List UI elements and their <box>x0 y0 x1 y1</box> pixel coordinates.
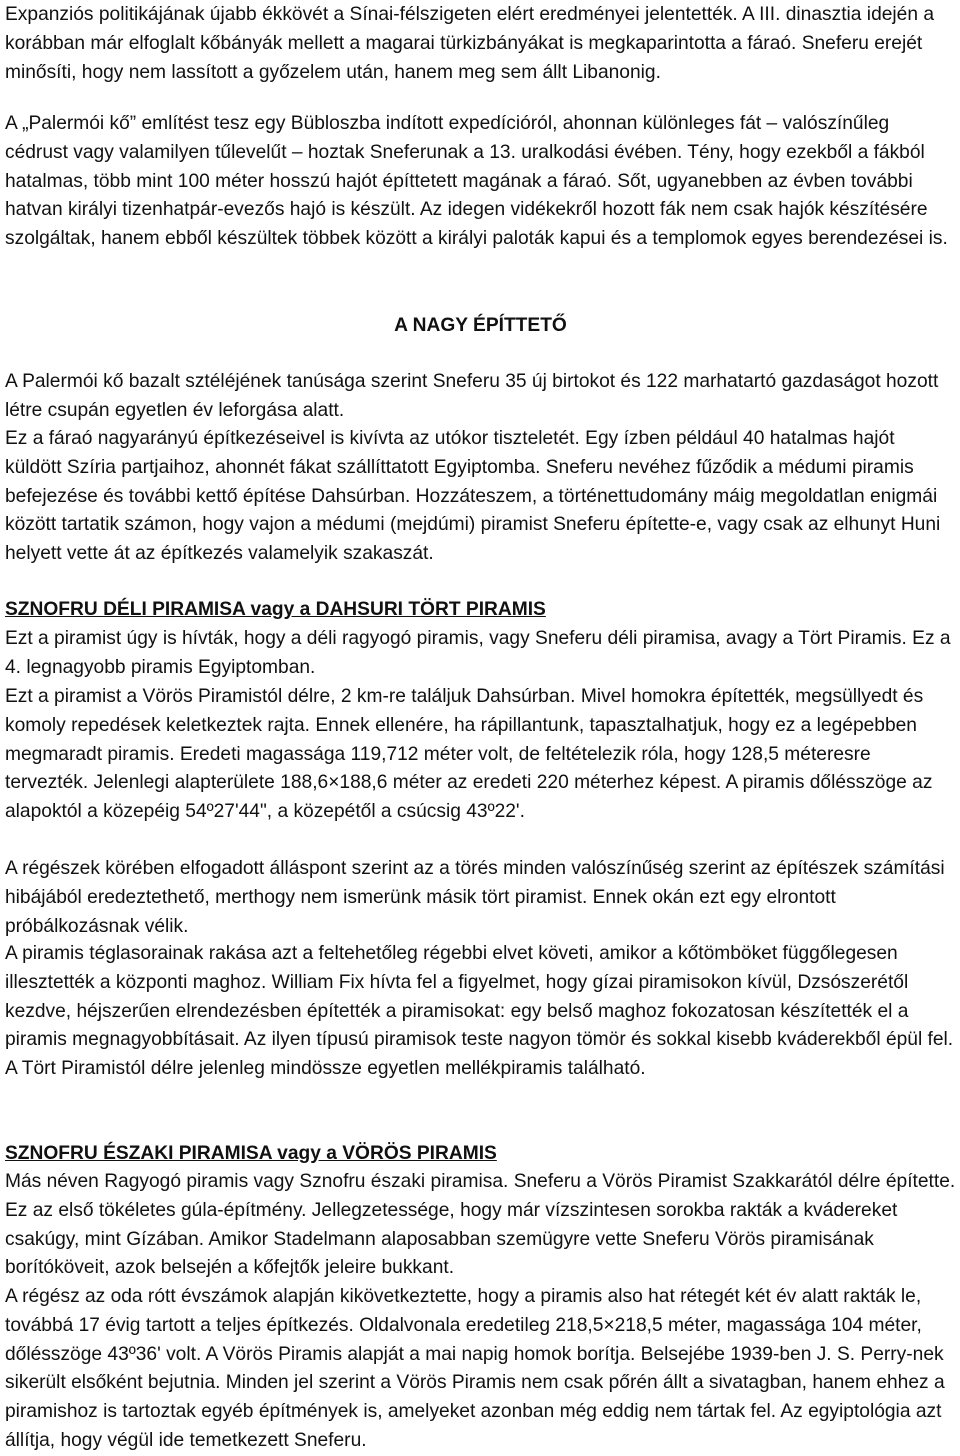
bent-pyramid-paragraph-4: A piramis téglasorainak rakása azt a feltehetőleg régebbi elvet követi, amikor a kőtömböket függőlegesen illesztették a központi maghoz. William Fix hívta fel a figyelmet, hogy gízai piramisokon kívül, Dzsószerétől kezdve, héjszerűen elrendezésben építették a piramisokat: egy belső maghoz fokozatosan készítették el a piramis megnagyobbításait. Az ilyen típusú piramisok teste nagyon tömör és sokkal kisebb kváderekből épül fel. A Tört Piramistól délre jelenleg mindössze egyetlen mellékpiramis található. <box>5 943 954 1080</box>
builder-paragraph-1: A Palermói kő bazalt sztéléjének tanúsága szerint Sneferu 35 új birtokot és 122 marhatartó gazdaságot hozott létre csupán egyetlen év leforgása alatt. <box>5 371 939 421</box>
bent-pyramid-paragraph-1: Ezt a piramist úgy is hívták, hogy a déli ragyogó piramis, vagy Sneferu déli piramisa, avagy a Tört Piramis. Ez a 4. legnagyobb piramis Egyiptomban. <box>5 628 951 678</box>
section-heading-builder: A NAGY ÉPÍTTETŐ <box>394 315 567 336</box>
red-pyramid-paragraph-2: A régész az oda rótt évszámok alapján kikövetkeztette, hogy a piramis also hat rétegét két év alatt rakták le, továbbá 17 évig tartott a teljes építkezés. Oldalvonala eredetileg 218,5×218,5 méter, magassága 104 méter, dőlésszöge 43º36' volt. A Vörös Piramis alapját a mai napig homok borítja. Belsejébe 1939-ben J. S. Perry-nek sikerült elsőként bejutnia. Minden jel szerint a Vörös Piramis nem csak pőrén állt a sivatagban, hanem ehhez a piramishoz is tartoztak egyéb építmények is, amelyeket azonban még eddig nem tártak fel. Az egyiptológia azt állítja, hogy végül ide temetkezett Sneferu. <box>5 1286 945 1451</box>
builder-paragraph-2: Ez a fáraó nagyarányú építkezéseivel is kivívta az utókor tiszteletét. Egy ízben például 40 hatalmas hajót küldött Szíria partjaihoz, ahonnét fákat szállíttatott Egyiptomba. Sneferu nevéhez fűződik a médumi piramis befejezése és további kettő építése Dahsúrban. Hozzáteszem, a történettudomány máig megoldatlan enigmái között tartatik számon, hogy vajon a médumi (mejdúmi) piramist Sneferu építette-e, vagy csak az elhunyt Huni helyett vette át az építkezés valamelyik szakaszát. <box>5 428 941 565</box>
bent-pyramid-paragraph-2: Ezt a piramist a Vörös Piramistól délre, 2 km-re találjuk Dahsúrban. Mivel homokra építették, megsüllyedt és komoly repedések keletkeztek rajta. Ennek ellenére, ha rápillantunk, tapasztalhatjuk, hogy ez a legépebben megmaradt piramis. Eredeti magassága 119,712 méter volt, de feltételezik róla, hogy 128,5 méteresre tervezték. Jelenlegi alapterülete 188,6×188,6 méter az eredeti 220 méterhez képest. A piramis dőlésszöge az alapoktól a közepéig 54º27'44", a közepétől a csúcsig 43º22'. <box>5 686 933 823</box>
section-heading-bent-pyramid: SZNOFRU DÉLI PIRAMISA vagy a DAHSURI TÖRT PIRAMIS <box>5 599 546 620</box>
intro-paragraph-1: Expanziós politikájának újabb ékkövét a Sínai-félszigeten elért eredményei jelentették. A III. dinasztia idején a korábban már elfoglalt kőbányák mellett a magarai türkizbányákat is megkaparintotta a fáraó. Sneferu erejét minősíti, hogy nem lassított a győzelem után, hanem meg sem állt Libanonig. <box>5 4 935 83</box>
intro-paragraph-2: A „Palermói kő” említést tesz egy Bübloszba indított expedícióról, ahonnan különleges fát – valószínűleg cédrust vagy valamilyen tűlevelűt – hoztak Sneferunak a 13. uralkodási évében. Tény, hogy ezekből a fákból hatalmas, több mint 100 méter hosszú hajót építtetett magának a fáraó. Sőt, ugyanebben az évben további hatvan királyi tizenhatpár-evezős hajó is készült. Az idegen vidékekről hozott fák nem csak hajók készítésére szolgáltak, hanem ebből készültek többek között a királyi paloták kapui és a templomok egyes berendezései is. <box>5 113 948 250</box>
bent-pyramid-paragraph-3: A régészek körében elfogadott álláspont szerint az a törés minden valószínűség szerint az építészek számítási hibájából eredeztethető, merthogy nem ismerünk másik tört piramist. Ennek okán ezt egy elrontott próbálkozásnak vélik. <box>5 858 945 937</box>
red-pyramid-paragraph-1: Más néven Ragyogó piramis vagy Sznofru északi piramisa. Sneferu a Vörös Piramist Szakkarától délre építette. Ez az első tökéletes gúla-építmény. Jellegzetessége, hogy már vízszintesen sorokba rakták a kvádereket csakúgy, mint Gízában. Amikor Stadelmann alaposabban szemügyre vette Sneferu Vörös piramisának borítóköveit, azok belsején a kőfejtők jeleire bukkant. <box>5 1171 956 1279</box>
section-heading-red-pyramid: SZNOFRU ÉSZAKI PIRAMISA vagy a VÖRÖS PIRAMIS <box>5 1143 497 1164</box>
